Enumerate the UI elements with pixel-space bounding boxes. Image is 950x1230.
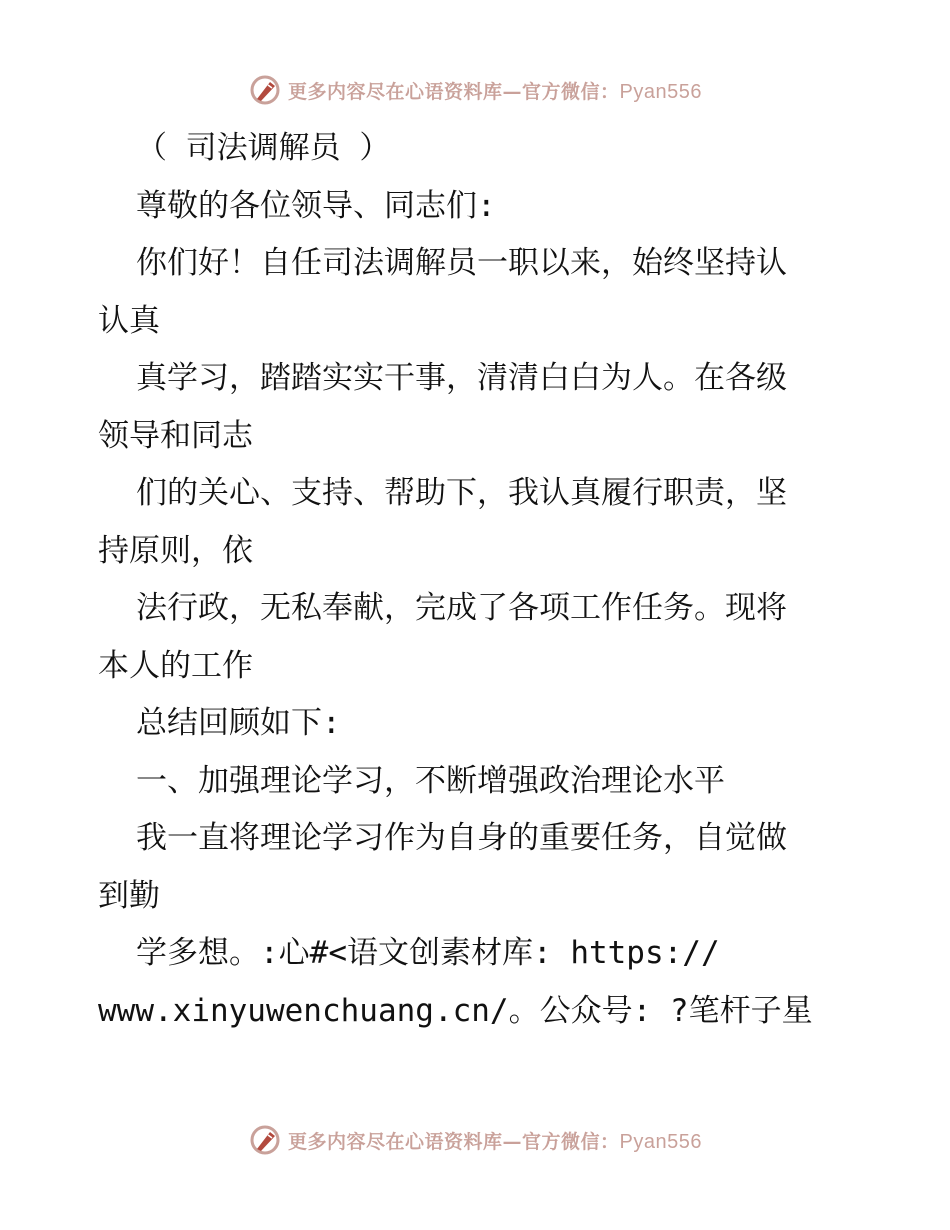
header-banner [0, 70, 950, 110]
doc-line: 领导和同志 [98, 417, 253, 454]
pen-nib-circle-icon [248, 73, 282, 107]
doc-line: 我一直将理论学习作为自身的重要任务，自觉做 [136, 820, 787, 856]
doc-line: 认真 [98, 302, 160, 339]
pen-nib-circle-icon [248, 1123, 282, 1157]
doc-line: www.xinyuwenchuang.cn/。公众号: ?笔杆子星 [98, 992, 813, 1029]
footer-banner-text: 更多内容尽在心语资料库—官方微信：Pyan556 [288, 1130, 702, 1153]
doc-line: 法行政，无私奉献，完成了各项工作任务。现将 [136, 590, 787, 626]
header-banner-text: 更多内容尽在心语资料库—官方微信：Pyan556 [288, 80, 702, 103]
doc-line: 你们好！自任司法调解员一职以来，始终坚持认 [136, 245, 787, 281]
footer-banner [0, 1120, 950, 1160]
doc-line-salutation: 尊敬的各位领导、同志们: [136, 187, 496, 224]
doc-line: 总结回顾如下: [136, 705, 341, 741]
doc-line: 真学习，踏踏实实干事，清清白白为人。在各级 [136, 360, 787, 396]
header-banner-id: Pyan556 [619, 80, 702, 103]
doc-line: 到勤 [98, 877, 160, 914]
doc-line: 们的关心、支持、帮助下，我认真履行职责，坚 [136, 475, 787, 511]
doc-line: 本人的工作 [98, 647, 253, 684]
doc-line-title: （ 司法调解员 ） [136, 130, 391, 166]
doc-line: 持原则，依 [98, 532, 253, 569]
footer-banner-id: Pyan556 [619, 1130, 702, 1153]
doc-line-section-heading: 一、加强理论学习，不断增强政治理论水平 [136, 762, 725, 799]
doc-line: 学多想。:心#<语文创素材库: https:// [136, 935, 720, 971]
document-body [98, 120, 868, 1040]
